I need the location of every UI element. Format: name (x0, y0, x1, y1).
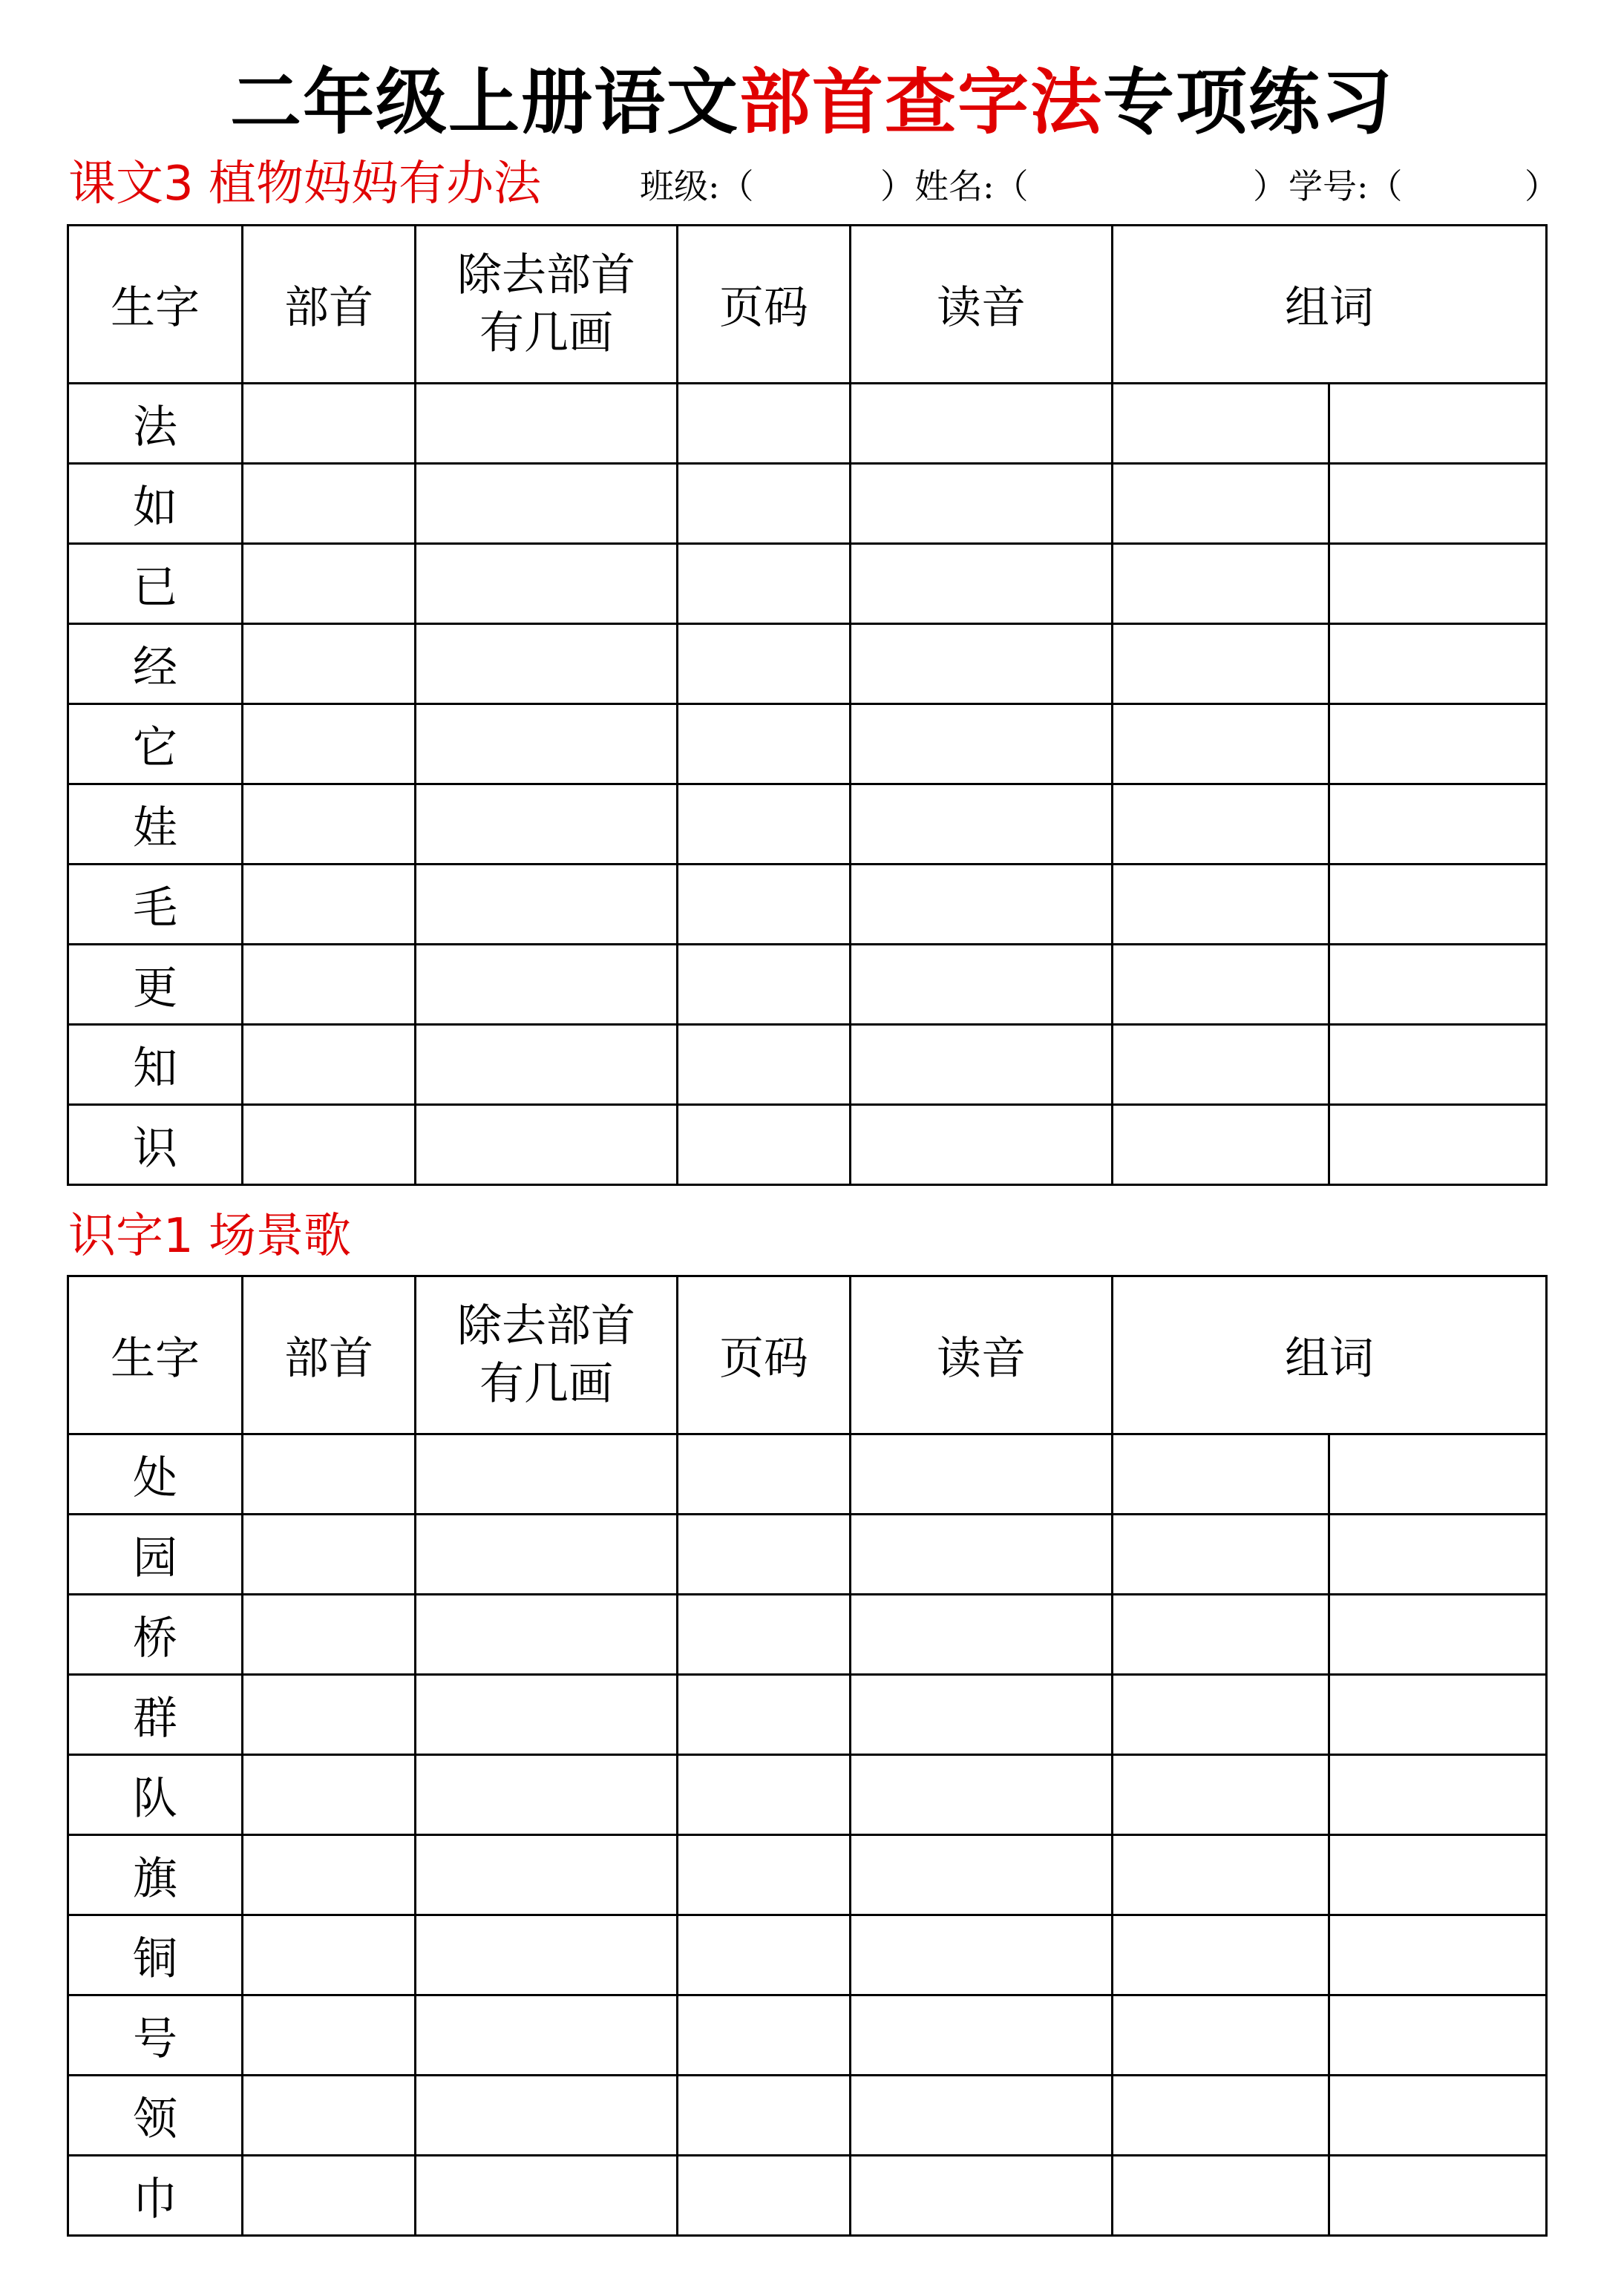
header-strokes (416, 1276, 678, 1434)
pronunciation-cell[interactable] (851, 1595, 1113, 1675)
page-cell[interactable] (678, 384, 851, 464)
table-row (68, 1025, 1547, 1105)
title-part3: 专项练习 (1103, 61, 1394, 144)
pronunciation-cell[interactable] (851, 1515, 1113, 1595)
pronunciation-cell[interactable] (851, 704, 1113, 784)
radical-cell[interactable] (243, 1025, 416, 1105)
radical-cell[interactable] (243, 624, 416, 704)
strokes-cell[interactable] (416, 945, 678, 1025)
page-cell[interactable] (678, 1915, 851, 1995)
word-cell-1[interactable] (1113, 1675, 1329, 1755)
radical-cell[interactable] (243, 784, 416, 865)
word-cell-1[interactable] (1113, 1595, 1329, 1675)
strokes-cell[interactable] (416, 1595, 678, 1675)
char-cell: 识 (68, 1105, 243, 1185)
strokes-cell[interactable] (416, 544, 678, 624)
page-cell[interactable] (678, 464, 851, 544)
table-row (68, 1105, 1547, 1185)
char-cell: 领 (68, 2076, 243, 2156)
word-cell-2[interactable] (1329, 384, 1547, 464)
radical-cell[interactable] (243, 2076, 416, 2156)
radical-cell[interactable] (243, 1675, 416, 1755)
radical-cell[interactable] (243, 945, 416, 1025)
word-cell-1[interactable] (1113, 1105, 1329, 1185)
header-pronunciation: 读音 (851, 1276, 1113, 1434)
radical-cell[interactable] (243, 704, 416, 784)
word-cell-1[interactable] (1113, 464, 1329, 544)
strokes-cell[interactable] (416, 2156, 678, 2236)
word-cell-1[interactable] (1113, 1915, 1329, 1995)
char-cell: 铜 (68, 1915, 243, 1995)
word-cell-1[interactable] (1113, 1434, 1329, 1515)
strokes-cell[interactable] (416, 1025, 678, 1105)
header-words: 组词 (1113, 1276, 1547, 1434)
pronunciation-cell[interactable] (851, 464, 1113, 544)
header-radical: 部首 (243, 1276, 416, 1434)
radical-cell[interactable] (243, 1595, 416, 1675)
strokes-cell[interactable] (416, 1515, 678, 1595)
char-cell: 如 (68, 464, 243, 544)
strokes-cell[interactable] (416, 784, 678, 865)
table-row (68, 784, 1547, 865)
word-cell-2[interactable] (1329, 1755, 1547, 1835)
char-cell: 毛 (68, 865, 243, 945)
page-cell[interactable] (678, 1025, 851, 1105)
pronunciation-cell[interactable] (851, 2076, 1113, 2156)
class-label: 班级:（ (640, 166, 754, 206)
page-cell[interactable] (678, 1675, 851, 1755)
table-row (68, 1595, 1547, 1675)
number-close: ） (1525, 166, 1559, 206)
radical-cell[interactable] (243, 1835, 416, 1915)
header-pronunciation: 读音 (851, 226, 1113, 384)
word-cell-1[interactable] (1113, 2076, 1329, 2156)
word-cell-1[interactable] (1113, 1755, 1329, 1835)
radical-cell[interactable] (243, 1995, 416, 2076)
strokes-cell[interactable] (416, 1755, 678, 1835)
pronunciation-cell[interactable] (851, 1915, 1113, 1995)
strokes-cell[interactable] (416, 624, 678, 704)
class-close: ） (880, 166, 914, 206)
word-cell-2[interactable] (1329, 2076, 1547, 2156)
strokes-cell[interactable] (416, 2076, 678, 2156)
word-cell-1[interactable] (1113, 784, 1329, 865)
table-row (68, 1835, 1547, 1915)
radical-cell[interactable] (243, 464, 416, 544)
table-row (68, 1434, 1547, 1515)
radical-cell[interactable] (243, 384, 416, 464)
char-cell: 已 (68, 544, 243, 624)
worksheet-table-2 (67, 1275, 1548, 2237)
word-cell-2[interactable] (1329, 1105, 1547, 1185)
char-cell: 桥 (68, 1595, 243, 1675)
table-row (68, 704, 1547, 784)
page-cell[interactable] (678, 865, 851, 945)
header-strokes-line2: 有几画 (479, 307, 613, 359)
pronunciation-cell[interactable] (851, 1025, 1113, 1105)
word-cell-1[interactable] (1113, 2156, 1329, 2236)
strokes-cell[interactable] (416, 464, 678, 544)
word-cell-1[interactable] (1113, 384, 1329, 464)
table-row (68, 384, 1547, 464)
pronunciation-cell[interactable] (851, 1675, 1113, 1755)
char-cell: 经 (68, 624, 243, 704)
word-cell-2[interactable] (1329, 784, 1547, 865)
word-cell-2[interactable] (1329, 1995, 1547, 2076)
strokes-cell[interactable] (416, 1915, 678, 1995)
table-row (68, 1915, 1547, 1995)
table-row (68, 464, 1547, 544)
radical-cell[interactable] (243, 1915, 416, 1995)
name-label: 姓名:（ (914, 166, 1029, 206)
char-cell: 更 (68, 945, 243, 1025)
page-cell[interactable] (678, 1105, 851, 1185)
header-page: 页码 (678, 1276, 851, 1434)
header-strokes-line2: 有几画 (479, 1358, 613, 1410)
page-cell[interactable] (678, 1515, 851, 1595)
page-cell[interactable] (678, 784, 851, 865)
header-char: 生字 (68, 1276, 243, 1434)
table-row (68, 1755, 1547, 1835)
word-cell-2[interactable] (1329, 945, 1547, 1025)
strokes-cell[interactable] (416, 1434, 678, 1515)
table-row (68, 1515, 1547, 1595)
radical-cell[interactable] (243, 1105, 416, 1185)
page-cell[interactable] (678, 624, 851, 704)
word-cell-1[interactable] (1113, 945, 1329, 1025)
strokes-cell[interactable] (416, 704, 678, 784)
title-part1: 二年级上册语文 (230, 61, 739, 144)
page-cell[interactable] (678, 544, 851, 624)
radical-cell[interactable] (243, 2156, 416, 2236)
pronunciation-cell[interactable] (851, 1755, 1113, 1835)
table-header-row (68, 226, 1547, 384)
radical-cell[interactable] (243, 865, 416, 945)
section-2-title: 识字1 场景歌 (68, 1209, 352, 1264)
word-cell-2[interactable] (1329, 624, 1547, 704)
strokes-cell[interactable] (416, 1995, 678, 2076)
word-cell-2[interactable] (1329, 544, 1547, 624)
table-row (68, 1995, 1547, 2076)
word-cell-1[interactable] (1113, 1515, 1329, 1595)
radical-cell[interactable] (243, 544, 416, 624)
section-1-title: 课文3 植物妈妈有办法 (68, 157, 542, 211)
page-cell[interactable] (678, 2076, 851, 2156)
pronunciation-cell[interactable] (851, 624, 1113, 704)
table-row (68, 865, 1547, 945)
page-cell[interactable] (678, 1755, 851, 1835)
pronunciation-cell[interactable] (851, 945, 1113, 1025)
word-cell-2[interactable] (1329, 1434, 1547, 1515)
word-cell-2[interactable] (1329, 1025, 1547, 1105)
strokes-cell[interactable] (416, 1835, 678, 1915)
header-radical: 部首 (243, 226, 416, 384)
word-cell-2[interactable] (1329, 1915, 1547, 1995)
pronunciation-cell[interactable] (851, 384, 1113, 464)
char-cell: 巾 (68, 2156, 243, 2236)
worksheet-table-1 (67, 224, 1548, 1186)
char-cell: 它 (68, 704, 243, 784)
page-cell[interactable] (678, 1595, 851, 1675)
header-strokes-line1: 除去部首 (457, 1300, 635, 1352)
table-row (68, 624, 1547, 704)
char-cell: 园 (68, 1515, 243, 1595)
radical-cell[interactable] (243, 1434, 416, 1515)
table-row (68, 2076, 1547, 2156)
pronunciation-cell[interactable] (851, 1434, 1113, 1515)
table-row (68, 544, 1547, 624)
table-header-row (68, 1276, 1547, 1434)
header-page: 页码 (678, 226, 851, 384)
char-cell: 号 (68, 1995, 243, 2076)
table-row (68, 1675, 1547, 1755)
page-cell[interactable] (678, 2156, 851, 2236)
char-cell: 知 (68, 1025, 243, 1105)
word-cell-1[interactable] (1113, 704, 1329, 784)
word-cell-2[interactable] (1329, 865, 1547, 945)
page-cell[interactable] (678, 1434, 851, 1515)
word-cell-1[interactable] (1113, 1025, 1329, 1105)
word-cell-2[interactable] (1329, 2156, 1547, 2236)
strokes-cell[interactable] (416, 865, 678, 945)
page-cell[interactable] (678, 945, 851, 1025)
page-cell[interactable] (678, 1995, 851, 2076)
word-cell-2[interactable] (1329, 464, 1547, 544)
char-cell: 娃 (68, 784, 243, 865)
word-cell-1[interactable] (1113, 1995, 1329, 2076)
header-char: 生字 (68, 226, 243, 384)
pronunciation-cell[interactable] (851, 865, 1113, 945)
word-cell-2[interactable] (1329, 704, 1547, 784)
strokes-cell[interactable] (416, 1105, 678, 1185)
radical-cell[interactable] (243, 1515, 416, 1595)
word-cell-2[interactable] (1329, 1515, 1547, 1595)
char-cell: 群 (68, 1675, 243, 1755)
word-cell-2[interactable] (1329, 1595, 1547, 1675)
pronunciation-cell[interactable] (851, 2156, 1113, 2236)
char-cell: 法 (68, 384, 243, 464)
header-words: 组词 (1113, 226, 1547, 384)
word-cell-1[interactable] (1113, 1835, 1329, 1915)
radical-cell[interactable] (243, 1755, 416, 1835)
pronunciation-cell[interactable] (851, 544, 1113, 624)
word-cell-2[interactable] (1329, 1835, 1547, 1915)
page-cell[interactable] (678, 704, 851, 784)
pronunciation-cell[interactable] (851, 784, 1113, 865)
table-row (68, 945, 1547, 1025)
word-cell-1[interactable] (1113, 624, 1329, 704)
number-label: 学号:（ (1289, 166, 1403, 206)
name-close: ） (1253, 166, 1287, 206)
pronunciation-cell[interactable] (851, 1835, 1113, 1915)
table-row (68, 2156, 1547, 2236)
strokes-cell[interactable] (416, 384, 678, 464)
pronunciation-cell[interactable] (851, 1995, 1113, 2076)
word-cell-2[interactable] (1329, 1675, 1547, 1755)
char-cell: 队 (68, 1755, 243, 1835)
char-cell: 旗 (68, 1835, 243, 1915)
word-cell-1[interactable] (1113, 544, 1329, 624)
page-title (0, 58, 1624, 147)
word-cell-1[interactable] (1113, 865, 1329, 945)
header-strokes-line1: 除去部首 (457, 249, 635, 301)
page-cell[interactable] (678, 1835, 851, 1915)
strokes-cell[interactable] (416, 1675, 678, 1755)
header-strokes (416, 226, 678, 384)
char-cell: 处 (68, 1434, 243, 1515)
pronunciation-cell[interactable] (851, 1105, 1113, 1185)
title-part2: 部首查字法 (739, 61, 1103, 144)
